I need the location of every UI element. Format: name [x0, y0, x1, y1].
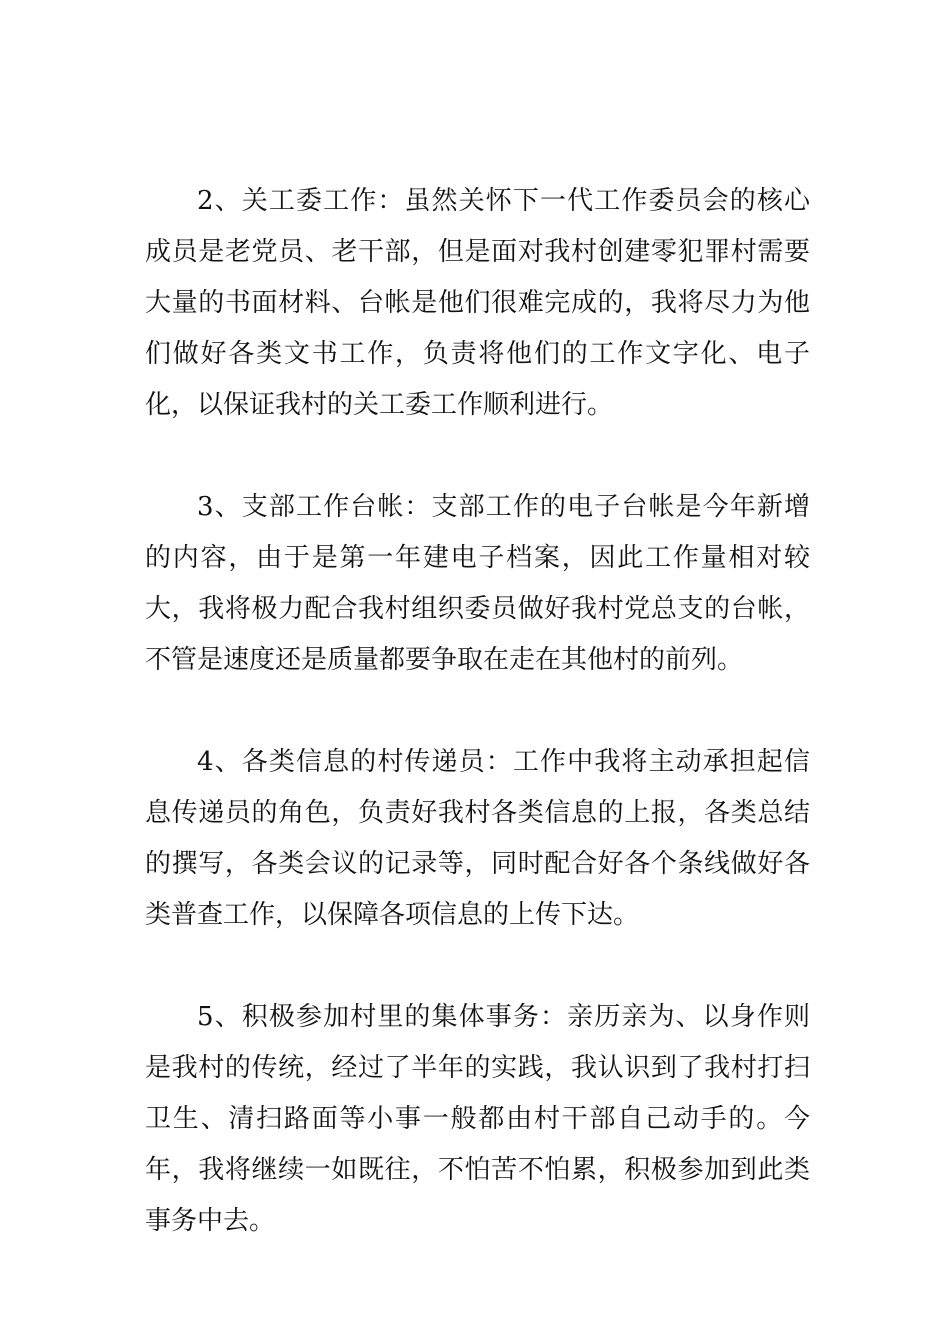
- paragraph-item-2: 2、关工委工作：虽然关怀下一代工作委员会的核心成员是老党员、老干部，但是面对我村创建零犯罪村需要大量的书面材料、台帐是他们很难完成的，我将尽力为他们做好各类文书工作，负责将他们的工作文字化、电子化，以保证我村的关工委工作顺利进行。: [145, 186, 810, 420]
- paragraph-item-3: 3、支部工作台帐：支部工作的电子台帐是今年新增的内容，由于是第一年建电子档案，因此工作量相对较大，我将极力配合我村组织委员做好我村党总支的台帐，不管是速度还是质量都要争取在走在其他村的前列。: [145, 492, 810, 675]
- document-body: [145, 176, 810, 1247]
- paragraph-item-4: 4、各类信息的村传递员：工作中我将主动承担起信息传递员的角色，负责好我村各类信息的上报，各类总结的撰写，各类会议的记录等，同时配合好各个条线做好各类普查工作，以保障各项信息的上传下达。: [145, 747, 810, 930]
- paragraph-item-5: 5、积极参加村里的集体事务：亲历亲为、以身作则是我村的传统，经过了半年的实践，我认识到了我村打扫卫生、清扫路面等小事一般都由村干部自己动手的。今年，我将继续一如既往，不怕苦不怕累，积极参加到此类事务中去。: [145, 1002, 810, 1236]
